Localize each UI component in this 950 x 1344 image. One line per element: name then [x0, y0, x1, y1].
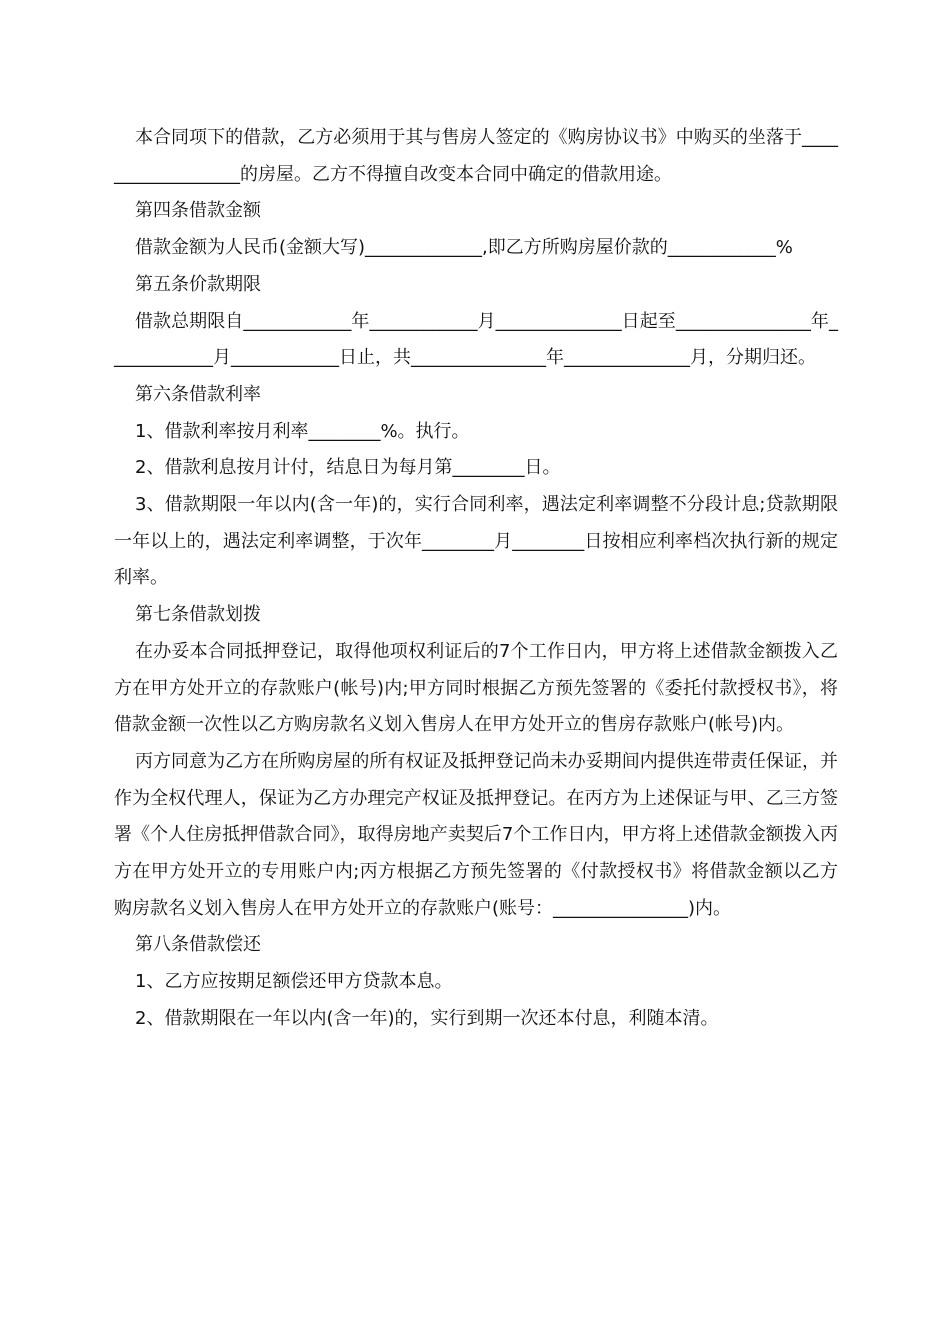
- heading-article-8-repayment: 第八条借款偿还: [135, 934, 261, 956]
- paragraph-interest-rate-2: 2、借款利息按月计付，结息日为每月第________日。: [135, 457, 561, 479]
- paragraph-disbursement-2: 丙方同意为乙方在所购房屋的所有权证及抵押登记尚未办妥期间内提供连带责任保证，并作为全权代理人，保证为乙方办理完产权证及抵押登记。在丙方为上述保证与甲、乙三方签署《个人住房抵押借款合同》，取得房地产卖契后7个工作日内，甲方将上述借款金额拨入丙方在甲方处开立的专用账户内;丙方根据乙方预先签署的《付款授权书》将借款金额以乙方购房款名义划入售房人在甲方处开立的存款账户(账号：_______________)内。: [114, 750, 838, 919]
- heading-article-5-loan-term: 第五条价款期限: [135, 273, 261, 295]
- heading-article-7-disbursement: 第七条借款划拨: [135, 604, 261, 626]
- paragraph-loan-amount: 借款金额为人民币(金额大写)_____________,即乙方所购房屋价款的____________%: [135, 237, 793, 259]
- document-body: [114, 120, 838, 1038]
- paragraph-loan-term: 借款总期限自____________年____________月______________日起至_______________年____________月____________日止，共_______________年______________月，分期归还。: [114, 310, 838, 369]
- paragraph-repayment-1: 1、乙方应按期足额偿还甲方贷款本息。: [135, 971, 453, 993]
- heading-article-6-interest-rate: 第六条借款利率: [135, 383, 261, 405]
- paragraph-interest-rate-1: 1、借款利率按月利率________%。执行。: [135, 420, 470, 442]
- heading-article-4-loan-amount: 第四条借款金额: [135, 200, 261, 222]
- paragraph-repayment-2: 2、借款期限在一年以内(含一年)的，实行到期一次还本付息，利随本清。: [135, 1007, 719, 1029]
- paragraph-disbursement-1: 在办妥本合同抵押登记，取得他项权利证后的7个工作日内，甲方将上述借款金额拨入乙方在甲方处开立的存款账户(帐号)内;甲方同时根据乙方预先签署的《委托付款授权书》，将借款金额一次性以乙方购房款名义划入售房人在甲方处开立的售房存款账户(帐号)内。: [114, 640, 838, 736]
- paragraph-loan-purpose: 本合同项下的借款，乙方必须用于其与售房人签定的《购房协议书》中购买的坐落于__________________的房屋。乙方不得擅自改变本合同中确定的借款用途。: [114, 127, 838, 185]
- paragraph-interest-rate-3: 3、借款期限一年以内(含一年)的，实行合同利率，遇法定利率调整不分段计息;贷款期限一年以上的，遇法定利率调整，于次年________月________日按相应利率档次执行新的规定利率。: [114, 494, 838, 589]
